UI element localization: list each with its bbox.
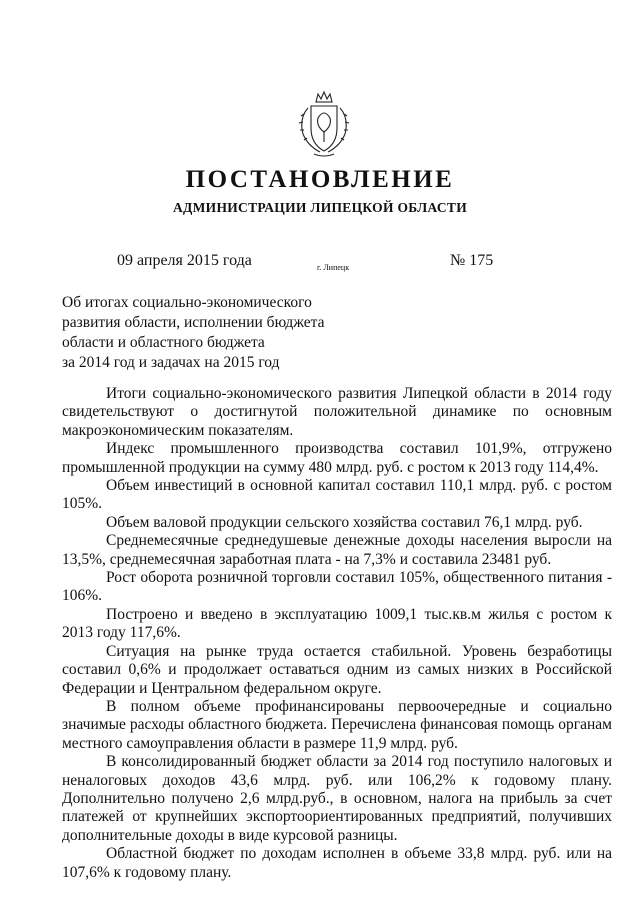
- subject-line: развития области, исполнении бюджета: [62, 314, 325, 331]
- body-paragraph: В консолидированный бюджет области за 2014 год поступило налоговых и неналоговых доходов 43,6 млрд. руб. или 106,2% к годовому плану. Дополнительно получено 2,6 млрд.руб., в основном, налога на прибыль за счет платежей от крупнейших экспортоориентированных предприятий, получивших дополнительные доходы в виде курсовой разницы.: [62, 753, 612, 844]
- body-paragraph: Индекс промышленного производства составил 101,9%, отгружено промышленной продукции на сумму 480 млрд. руб. с ростом к 2013 году 114,4%.: [62, 440, 612, 476]
- document-date: 09 апреля 2015 года: [117, 252, 252, 269]
- subject-line: за 2014 год и задачах на 2015 год: [62, 354, 280, 371]
- document-body: [62, 385, 612, 882]
- document-subject: [62, 293, 362, 373]
- body-paragraph: Среднемесячные среднедушевые денежные доходы населения выросли на 13,5%, среднемесячная заработная плата - на 7,3% и составила 23481 руб.: [62, 532, 612, 568]
- document-number: № 175: [450, 252, 494, 269]
- document-title: ПОСТАНОВЛЕНИЕ: [185, 166, 455, 193]
- body-paragraph: Построено и введено в эксплуатацию 1009,1 тыс.кв.м жилья с ростом к 2013 году 117,6%.: [62, 605, 612, 642]
- body-paragraph: В полном объеме профинансированы первоочередные и социально значимые расходы областного бюджета. Перечислена финансовая помощь органам местного самоуправления области в размере 11,9 млрд. руб.: [62, 697, 612, 752]
- document-city: г. Липецк: [317, 263, 350, 272]
- body-paragraph: Областной бюджет по доходам исполнен в объеме 33,8 млрд. руб. или на 107,6% к годовому плану.: [62, 845, 612, 881]
- body-paragraph: Ситуация на рынке труда остается стабильной. Уровень безработицы составил 0,6% и продолжает оставаться одним из самых низких в Российской Федерации и Центральном федеральном округе.: [62, 642, 612, 697]
- body-paragraph: Рост оборота розничной торговли составил 105%, общественного питания - 106%.: [62, 569, 612, 605]
- document-subtitle: АДМИНИСТРАЦИИ ЛИПЕЦКОЙ ОБЛАСТИ: [172, 200, 468, 215]
- body-paragraph: Итоги социально-экономического развития Липецкой области в 2014 году свидетельствуют о достигнутой положительной динамике по основным макроэкономическим показателям.: [62, 385, 612, 439]
- coat-of-arms-icon: [294, 88, 354, 160]
- subject-line: Об итогах социально-экономического: [62, 294, 312, 311]
- body-paragraph: Объем инвестиций в основной капитал составил 110,1 млрд. руб. с ростом 105%.: [62, 477, 612, 513]
- body-paragraph: Объем валовой продукции сельского хозяйства составил 76,1 млрд. руб.: [106, 513, 583, 531]
- subject-line: области и областного бюджета: [62, 334, 265, 351]
